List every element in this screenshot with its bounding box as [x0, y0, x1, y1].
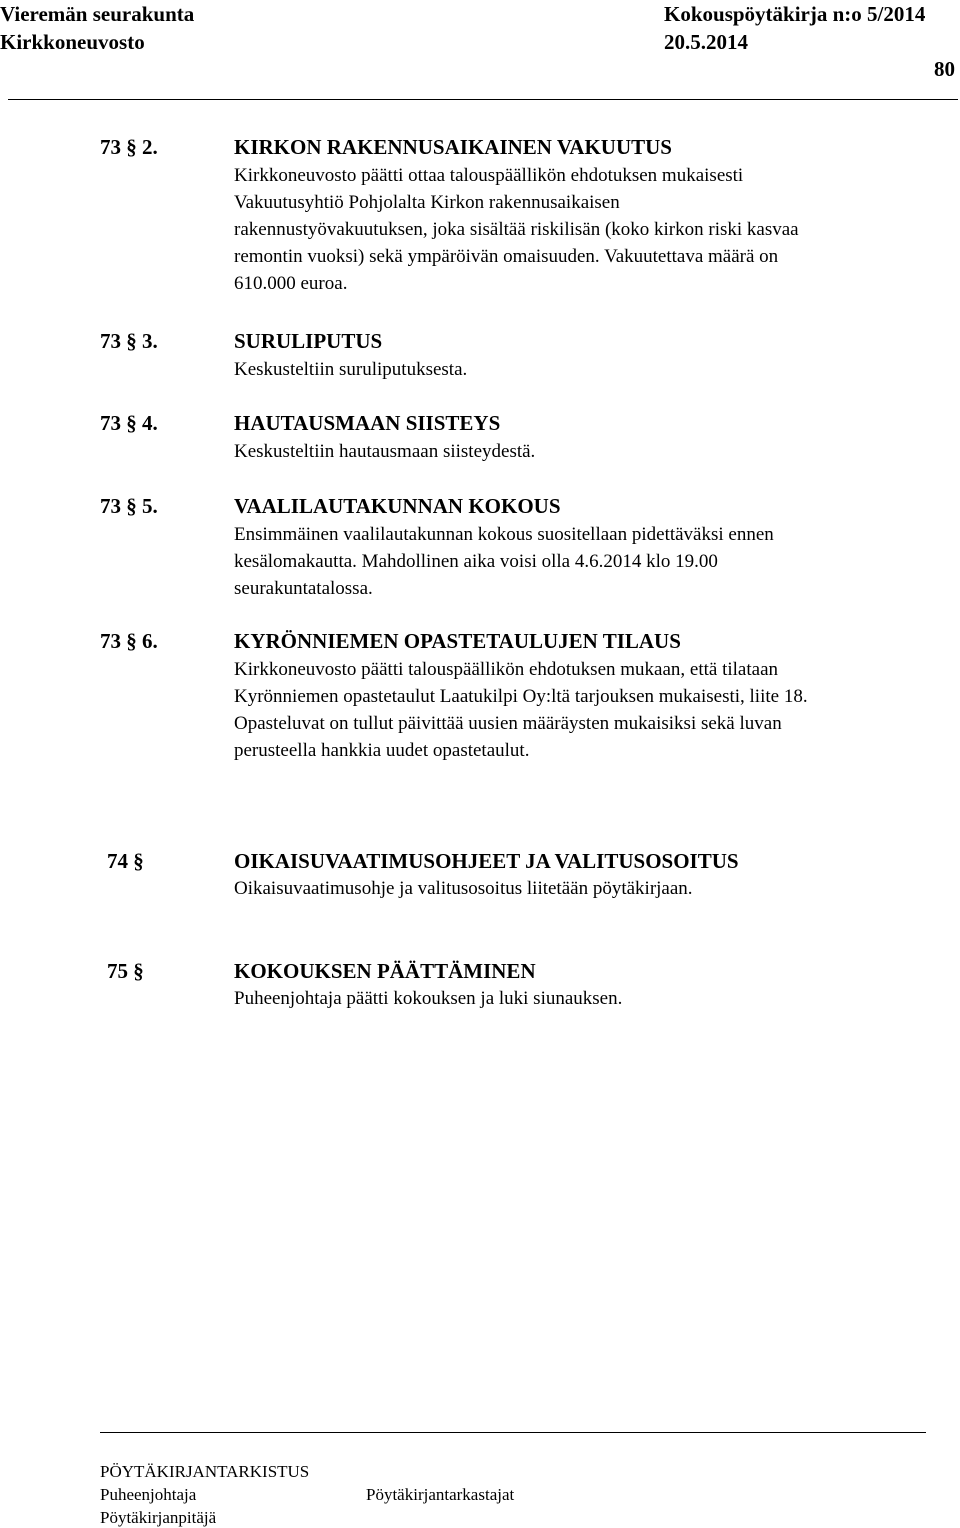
section-number: 75 §	[107, 959, 144, 983]
body-line: Opasteluvat on tullut päivittää uusien määräysten mukaisiksi sekä luvan	[234, 713, 782, 734]
section-number: 73 § 5.	[100, 494, 158, 518]
body-line: kesälomakautta. Mahdollinen aika voisi olla 4.6.2014 klo 19.00	[234, 551, 718, 572]
section-body	[234, 162, 954, 297]
section-body	[234, 875, 954, 902]
meeting-date: 20.5.2014	[664, 30, 748, 54]
section-body	[234, 438, 954, 465]
body-line: remontin vuoksi) sekä ympäröivän omaisuuden. Vakuutettava määrä on	[234, 246, 779, 267]
minutes-title: Kokouspöytäkirja n:o 5/2014	[664, 2, 926, 26]
section-body	[234, 356, 954, 383]
section-title: OIKAISUVAATIMUSOHJEET JA VALITUSOSOITUS	[234, 849, 739, 873]
section-title: KYRÖNNIEMEN OPASTETAULUJEN TILAUS	[234, 629, 681, 653]
page-number: 80	[934, 57, 955, 81]
section-title: VAALILAUTAKUNNAN KOKOUS	[234, 494, 561, 518]
section-title: KOKOUKSEN PÄÄTTÄMINEN	[234, 959, 536, 983]
section-number: 73 § 6.	[100, 629, 158, 653]
section-title: KIRKON RAKENNUSAIKAINEN VAKUUTUS	[234, 135, 672, 159]
body-line: Keskusteltiin hautausmaan siisteydestä.	[234, 441, 536, 462]
body-line: Oikaisuvaatimusohje ja valitusosoitus liitetään pöytäkirjaan.	[234, 878, 693, 899]
signature-secretary: Pöytäkirjanpitäjä	[100, 1508, 217, 1527]
section-number: 74 §	[107, 849, 144, 873]
body-line: perusteella hankkia uudet opastetaulut.	[234, 740, 530, 761]
body-line: Kyrönniemen opastetaulut Laatukilpi Oy:ltä tarjouksen mukaisesti, liite 18.	[234, 686, 808, 707]
section-title: SURULIPUTUS	[234, 329, 383, 353]
section-body	[234, 985, 954, 1012]
body-line: Ensimmäinen vaalilautakunnan kokous suositellaan pidettäväksi ennen	[234, 524, 774, 545]
council-name: Kirkkoneuvosto	[0, 30, 145, 54]
body-line: Kirkkoneuvosto päätti talouspäällikön ehdotuksen mukaan, että tilataan	[234, 659, 778, 680]
body-line: seurakuntatalossa.	[234, 578, 373, 599]
section-number: 73 § 2.	[100, 135, 158, 159]
body-line: Vakuutusyhtiö Pohjolalta Kirkon rakennusaikaisen	[234, 192, 620, 213]
parish-name: Vieremän seurakunta	[0, 2, 195, 26]
signature-heading: PÖYTÄKIRJANTARKISTUS	[100, 1462, 310, 1481]
signature-checkers: Pöytäkirjantarkastajat	[366, 1485, 515, 1504]
body-line: rakennustyövakuutuksen, joka sisältää riskilisän (koko kirkon riski kasvaa	[234, 219, 799, 240]
body-line: Puheenjohtaja päätti kokouksen ja luki siunauksen.	[234, 988, 623, 1009]
section-body	[234, 521, 954, 602]
section-body	[234, 656, 954, 764]
signature-rule	[100, 1432, 926, 1433]
body-line: Kirkkoneuvosto päätti ottaa talouspäällikön ehdotuksen mukaisesti	[234, 165, 744, 186]
section-number: 73 § 3.	[100, 329, 158, 353]
section-number: 73 § 4.	[100, 411, 158, 435]
body-line: 610.000 euroa.	[234, 273, 348, 294]
section-title: HAUTAUSMAAN SIISTEYS	[234, 411, 501, 435]
signature-chair: Puheenjohtaja	[100, 1485, 197, 1504]
body-line: Keskusteltiin suruliputuksesta.	[234, 359, 468, 380]
header-rule	[8, 99, 958, 100]
